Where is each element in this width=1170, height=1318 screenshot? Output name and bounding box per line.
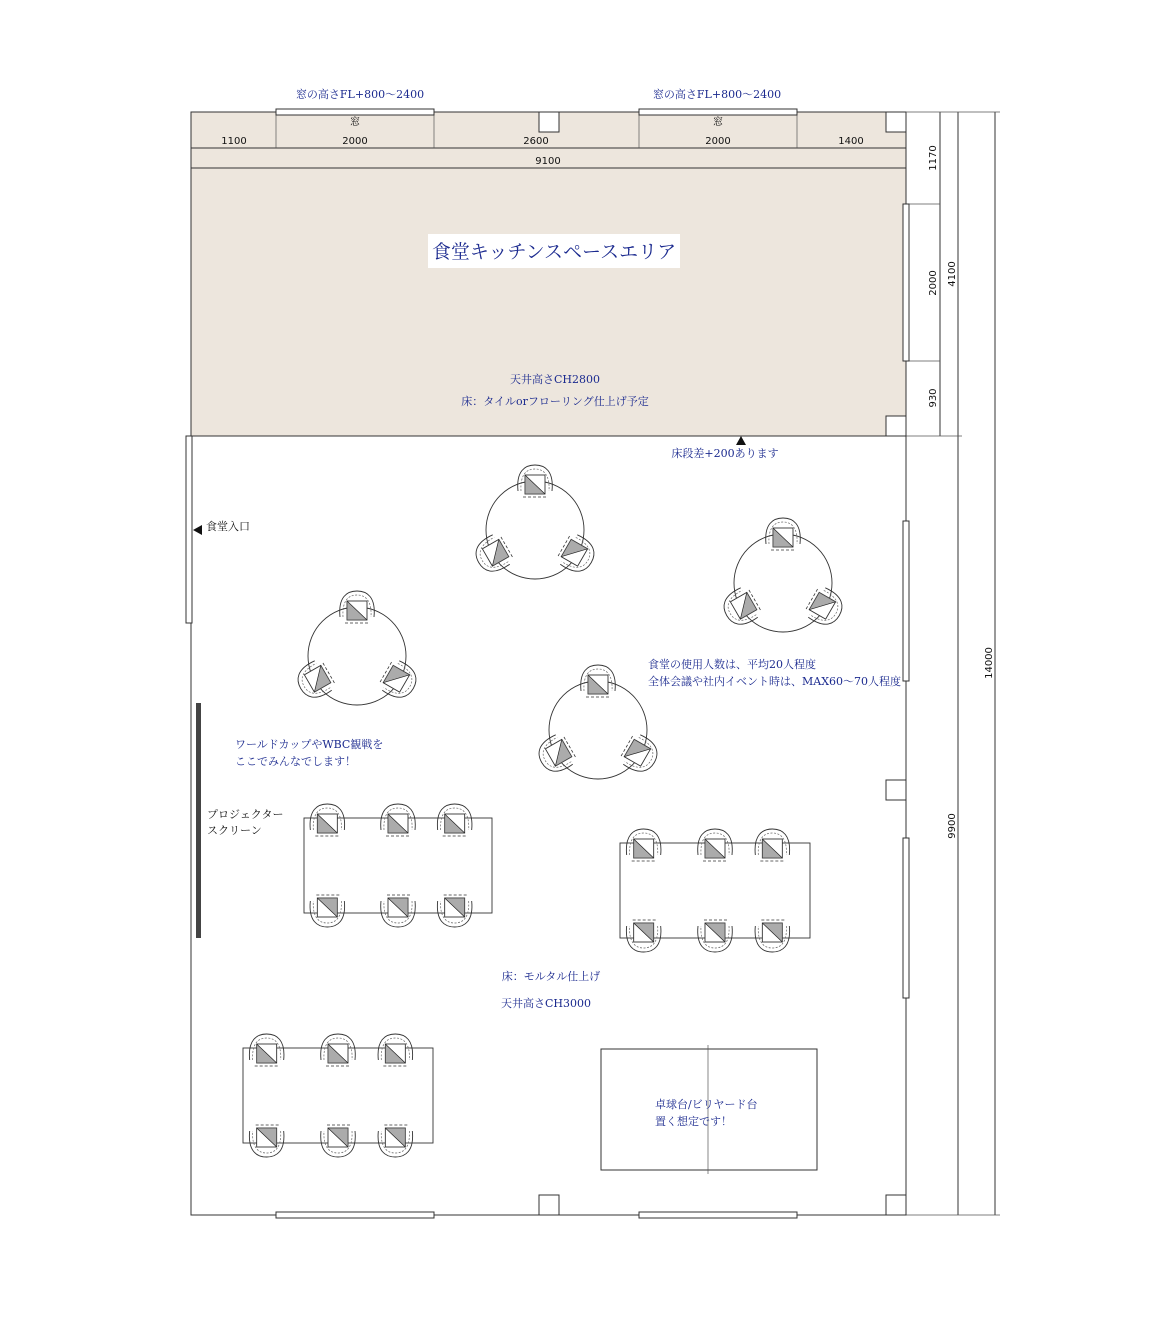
round-table-top (734, 534, 832, 632)
bottom-column-right (886, 1195, 906, 1215)
usage-note-line2: 全体会議や社内イベント時は、MAX60〜70人程度 (648, 675, 902, 688)
screen-note-line2: ここでみんなでします！ (235, 755, 356, 768)
bottom-column-mid (539, 1195, 559, 1215)
window-label-right: 窓 (713, 117, 723, 128)
round-table-top (549, 681, 647, 779)
window-height-note-right: 窓の高さFL+800〜2400 (652, 88, 782, 101)
round-table-3 (308, 607, 406, 705)
kitchen-floor: 床：タイルorフローリング仕上げ予定 (461, 395, 649, 408)
right-window-1 (903, 521, 909, 681)
round-table-2 (734, 534, 832, 632)
screen-label-line1: プロジェクター (207, 808, 284, 821)
dim-top-4: 2000 (705, 136, 731, 147)
dim-top-3: 2600 (523, 136, 549, 147)
entrance-door (186, 436, 192, 623)
kitchen-title: 食堂キッチンスペースエリア (431, 241, 677, 263)
round-table-top (308, 607, 406, 705)
screen-note-line1: ワールドカップやWBC観戦を (235, 738, 384, 751)
dim-right-2000: 2000 (928, 270, 939, 296)
window-height-note-left: 窓の高さFL+800〜2400 (295, 88, 425, 101)
window-label-left: 窓 (350, 117, 360, 128)
right-kitchen-window (903, 204, 909, 361)
entrance-label: 食堂入口 (206, 520, 250, 533)
dim-right-14000: 14000 (984, 647, 995, 679)
kitchen-ceiling: 天井高さCH2800 (509, 373, 601, 386)
dim-top-total: 9100 (535, 156, 561, 167)
dim-right-930: 930 (928, 388, 939, 408)
kitchen-column-br (886, 416, 906, 436)
bottom-window-left (276, 1212, 434, 1218)
right-column (886, 780, 906, 800)
dim-top-1: 1100 (221, 136, 247, 147)
dining-ceiling: 天井高さCH3000 (500, 997, 592, 1010)
dim-right-4100: 4100 (947, 261, 958, 287)
right-window-2 (903, 838, 909, 998)
billiards-note-line1: 卓球台/ビリヤード台 (655, 1098, 758, 1111)
dim-right-9900: 9900 (947, 813, 958, 839)
round-table-top (486, 481, 584, 579)
dim-right-1170: 1170 (928, 145, 939, 171)
usage-note-line1: 食堂の使用人数は、平均20人程度 (648, 658, 816, 671)
screen-label-line2: スクリーン (207, 824, 262, 837)
round-table-1 (486, 481, 584, 579)
dim-top-5: 1400 (838, 136, 864, 147)
billiards-note-line2: 置く想定です！ (655, 1115, 732, 1128)
dining-floor: 床：モルタル仕上げ (501, 970, 601, 983)
dim-top-2: 2000 (342, 136, 368, 147)
round-table-4 (549, 681, 647, 779)
projector-screen (196, 703, 201, 938)
step-note: 床段差+200あります (671, 447, 779, 460)
bottom-window-right (639, 1212, 797, 1218)
